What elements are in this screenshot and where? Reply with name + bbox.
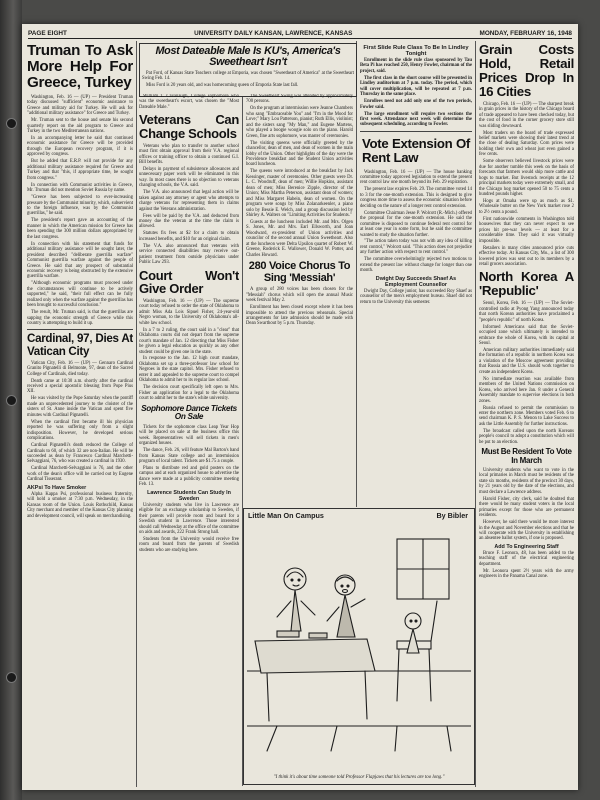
article-paragraph: The Sweetheart Swing was attended by approximately 700 persons. xyxy=(246,94,353,105)
column-3 xyxy=(246,94,353,504)
article-paragraph: In a 7 to 2 ruling, the court said in a "clear" that Oklahoma courts did not depart from the supreme court's mandate of Jan. 12 directing that Miss Fisher be given a legal education as quickly as any other student could be given one in the state. xyxy=(139,327,239,355)
article-paragraph: Alpha Kappa Psi, professional business fraternity, will hold a smoker at 7:30 p.m. Wednesday, in the Kansas room of the Union. Louis Rothschild, Kansas City merchant and member of the Kansas City planning and development council, will speak on merchandising. xyxy=(27,491,133,519)
article-paragraph: Veterans who plan to transfer to another school must first obtain approval from their V.A. regional offices or training officer to obtain a continued G.I. Bill benefits. xyxy=(139,143,239,165)
article-paragraph: Pat Ford, of Kansas State Teachers college at Emporia, was chosen "Sweetheart of America" at the Sweetheart Swing Feb. 14. xyxy=(142,70,354,82)
article-paragraph: Committee Chairman Jesse P. Wolcott (R.-Mich.) offered the proposal for the one-month extension. He said the committee is disposed to continue federal rent control for at least one year in some form, but he said the committee wanted to study the situation further. xyxy=(360,210,472,238)
headline-grain-costs: Grain Costs Hold, Retail Prices Drop In 16 Cities xyxy=(479,43,574,99)
article-paragraph: Death came at 10:30 a.m. shortly after the cardinal received a special apostolic blessing from Pope Pius XII. xyxy=(27,378,133,395)
article-paragraph: Chicago, Feb. 16 — (UP) — The sharpest break in grain prices in the history of the Chicago board of trade appeared to have been checked today, but the cost of food in the corner grocery store still was sliding downward. xyxy=(479,101,574,129)
headline-truman: Truman To Ask More Help For Greece, Turkey xyxy=(27,43,133,91)
cartoon-caption: "I think it's about time someone told Professor Flapjaws that his lectures are too long." xyxy=(273,775,445,780)
article-paragraph: The V.A. also announced that veterans with service connected disabilities may receive out-patient treatment from outside physicians under Public Law 293. xyxy=(139,243,239,266)
article-paragraph: Harold Fisher, city clerk, said he doubted that there would be many student voters in the local primaries except for those who are permanent residents. xyxy=(479,496,574,519)
article-paragraph: Cardinal Marchetti-Selvaggiani is 76, and the other work of the dean's office will be carried out by Eugene Cardinal Tisserant. xyxy=(27,466,133,483)
headline-akpsi: AKPsi To Have Smoker xyxy=(27,484,87,491)
article-paragraph: Fees will be paid by the V.A. and deducted from money due the veteran at the time the claim is allowed. xyxy=(139,213,239,230)
cartoon-artist: By Bibler xyxy=(436,511,468,520)
headline-rent-law: Vote Extension Of Rent Law xyxy=(362,135,470,165)
article-paragraph: Students from the University would receive free room and board from the parents of Swedish students who are studying here. xyxy=(139,537,239,553)
headline-sophomore-dance: Sophomore Dance Tickets On Sale xyxy=(141,403,237,422)
article-paragraph: The queens were introduced at the breakfast by Jack Kessinger, master of ceremonies. Other guests were Dr. L. C. Woodruff, dean of men; Willie Hopkins, assistant dean of men; Miss Berenice Zipple, director of the Union; Miss Martha Peterson, assistant dean of women; and Miss Margaret Habein, dean of women. On the program were songs by Miss Zolanarkeenler, a piano solo by Bessie E. Welch, and a group discussion led by Shirley A. Walters on "Limiting Activities for Students." xyxy=(246,169,353,219)
headline-slide-rule: First Slide Rule Class To Be In Lindley Tonight xyxy=(363,45,469,57)
article-paragraph: However, he said there would be more interest in the August and November elections and that he will cooperate with the University in establishing an absentee ballot system, if one is proposed. xyxy=(479,520,574,542)
newspaper-page xyxy=(22,24,578,790)
headline-dateable-male: Most Dateable Male Is KU's, America's Sweetheart Isn't xyxy=(155,45,341,69)
article-paragraph: Informed Americans said that the Soviet-occupied zone which ultimately is intended to embrace the whole of Korea, with its capital at Seoul. xyxy=(479,324,574,347)
headline-resident-vote: Must Be Resident To Vote In March xyxy=(481,447,572,465)
issue-date: MONDAY, FEBRUARY 16, 1948 xyxy=(479,30,572,37)
article-paragraph: Mr. Truman sent to the house and senate his second quarterly report on the aid program to Greece and Turkey in the two Mediterranean nations. xyxy=(27,118,133,135)
article-paragraph: Enrollment has been closed except where it has been impossible to attend the previous rehearsals. Special arrangements for late admission should be made with Dean Swarthout by 5 p.m. Thursday. xyxy=(246,305,353,327)
article-paragraph: Mr. Leonora spent 2½ years with the army engineers in the Panama Canal zone. xyxy=(479,568,574,580)
article-paragraph: "Greece has been subjected to ever-increasing pressure by the Communist minority, which, subservient to the foreign influence, was by the Communist guerrillas," he said. xyxy=(27,195,133,217)
article-paragraph: Dwight Day, College junior, has succeeded Roy Shaef as counsellor of the men's employment bureau. Shaef did not return to the University this semester. xyxy=(360,288,472,305)
article-paragraph: First nationwide comments in Washington told housewives that they can never expect to see prices hit pre-war levels — at least for a considerable time. They said it was virtually impossible. xyxy=(479,216,574,244)
article-paragraph: The visiting queens were officially greeted by the chancellor, dean of men, and dean of women in the main lobby of the Union. Other highlights of the day were the Providence breakfast and the Student Union activities board luncheon. xyxy=(246,140,353,168)
article-paragraph: The present law expires Feb. 29. The committee voted 14 to 3 for the one-month extension. This is designed to give congress more time to assess the economic situation before deciding on the nature of a longer rent control extension. xyxy=(360,187,472,209)
article-paragraph: No immediate reaction was available from members of the United Nations commission on Korea, who arrived here Jan. 8 under a General Assembly mandate to supervise elections in both zones. xyxy=(479,376,574,404)
article-paragraph: Washington, Feb. 16 — (UP) — President Truman today discussed "sufficient" economic assistance to Greece and military aid for Turkey. He will ask for "additional military assistance" for Greece and Turkey. xyxy=(27,94,133,117)
article-paragraph: Delays in payment of subsistence allowances and unnecessary paper work will be eliminated in this way. In most cases there is no objection to veterans changing schools, the V.A. said. xyxy=(139,166,239,189)
article-paragraph: Plans to distribute red and gold posters on the campus and at each organized house to advertise the dance were made at a publicity committee meeting Feb. 13. xyxy=(139,465,239,488)
article-paragraph: Tickets for the sophomore class Leap Year Hop will be placed on sale at the business office this week. Representatives will sell tickets in men's organized houses. xyxy=(139,424,239,447)
binder-hole xyxy=(6,395,17,406)
article-paragraph: The large enrollment will require two sections the first week. Attendance next week will determine the subsequent scheduling, according to Fowler. xyxy=(360,111,472,128)
binder-hole xyxy=(6,118,17,129)
article-paragraph: A group of 280 voices has been chosen for the "Messiah" chorus which will open the annual Music week festival May 2. xyxy=(246,287,353,304)
headline-north-korea: North Korea A 'Republic' xyxy=(479,269,574,299)
article-paragraph: University students who want to vote in the local primaries in March must be residents of the state six months, residents of the precinct 30 days, by 21 years old by the date of the elections, and must declare a Lawrence address. xyxy=(479,467,574,495)
article-paragraph: When the cardinal first became ill his physician reported he was suffering only from a slight indisposition. However, he developed serious complications. xyxy=(27,419,133,442)
article-paragraph: The result, Mr. Truman said, is that the guerrillas are sapping the economic strength of Greece while this country is attempting to build it up. xyxy=(27,310,133,327)
article-paragraph: In response to the Jan. 12 high court mandate, Oklahoma set up a three-professor law school for Negroes in the state capitol. Mrs. Fisher refused to enter it and appealed to the supreme court to compel Oklahoma to admit her to its regular law school. xyxy=(139,356,239,384)
article-paragraph: University students who live in Lawrence are eligible for an exchange scholarship to Sweden, if their parents will provide room and board for a Swedish student in Lawrence. Those interested should call Wednesday at the office of the committee on aids and awards, 222 Frank Strong hall. xyxy=(139,502,239,536)
article-paragraph: Most traders on the board of trade expressed belief markets were showing their latest trend at the close of dealing Saturday. Corn prices were holding their own and wheat just even gained a few cents. xyxy=(479,130,574,158)
article-paragraph: Russia refused to permit the commission to enter the northern zone. Members voted Feb. 6 to send chairman K. P. S. Menon to Lake Success to ask the Little Assembly for further instructions. xyxy=(479,405,574,427)
article-paragraph: Hogs at Omaha were up as much as $1. Wholesale butter on the New York market rose 2 to 2½ cents a pound. xyxy=(479,199,574,215)
column-5 xyxy=(479,43,574,785)
column-rule xyxy=(356,41,357,507)
column-2 xyxy=(139,94,239,785)
article-paragraph: The first class in the short course will be presented in Lindley auditorium at 7 p.m. today. The period, which will cover multiplication, will be repeated at 7 p.m. Thursday in the same place. xyxy=(360,75,472,98)
masthead xyxy=(28,27,572,39)
article-paragraph: He was visited by the Pope Saturday when the pontiff made an unprecedented journey to the cloister of the sisters of St. Anne inside the Vatican and spent five minutes with Cardinal Pignatelli. xyxy=(27,396,133,418)
dateable-male-box xyxy=(139,43,357,97)
article-paragraph: Retailers in many cities announced price cuts effective today. At Kansas City, Mo., a list of 300 lowered prices was sent out to its members by a retail grocers association. xyxy=(479,245,574,267)
article-paragraph: Washington, Feb. 16 — (UP) — The house banking committee today approved legislation to extend the present rent control law one month beyond its Feb. 29 expiration. xyxy=(360,169,472,186)
article-paragraph: In connection with Communist activities in Greece, Mr. Truman did not mention Soviet Russia by name. xyxy=(27,182,133,194)
article-paragraph: "Although economic programs must proceed under the circumstances will continue to be actively supported," he said, "their full effect can be fully realized only when the warfare against the guerrillas has been brought to successful conclusion." xyxy=(27,281,133,309)
cartoon-illustration xyxy=(247,521,471,753)
article-paragraph: Enrollment in the slide rule class sponsored by Tau Beta Pi has reached 250, Henry Fowler, chairman of the project, said. xyxy=(360,58,472,74)
article-paragraph: Some observers believed livestock prices were due for another tumble this week on the basis of forecasts that farmers would ship more cattle and hogs to market. But livestock receipts at the 12 principal markets today were extremely small, and the Chicago hog market opened 50 to 75 cents a hundred pounds higher. xyxy=(479,159,574,198)
article-paragraph: Bruce F. Leonora, 48, has been added to the teaching staff of the electrical engineering department. xyxy=(479,550,574,567)
cartoon-title: Little Man On Campus xyxy=(248,511,324,520)
column-1 xyxy=(27,43,133,785)
article-paragraph: "The action taken today was not with any idea of killing rent control," Wolcott said. "This action does not prejudice any further action with respect to rent control." xyxy=(360,239,472,256)
headline-veterans: Veterans Can Change Schools xyxy=(139,112,239,141)
headline-messiah: 280 Voice Chorus To Sing 'Messiah' xyxy=(248,260,351,284)
article-divider xyxy=(360,131,472,132)
article-paragraph: But he added that E.R.P. will not provide for any additional military assistance required for Greece and Turkey and that "this, if appropriate time, be sought from congress." xyxy=(27,159,133,181)
article-paragraph: Guests at the luncheon included Mr. and Mrs. Olgen S. Jones, Mr. and Mrs. Earl Ellsworth, and Joan Woodward, ex-president of Union activities and councilor of the second annual Union Sweetheart. Also at the luncheon were Delta Upsilon quartet of Robert W. Greene, Roderick E. Wallower, Donald W. Potter, and Charles Howard. xyxy=(246,219,353,258)
article-paragraph: Miss Ford is 20 years old, and was homecoming queen of Emporia State last fall. xyxy=(146,83,299,89)
article-paragraph: The V.A. also announced that legal action will be taken against any attorney or agent who attempts to charge veterans for representing them in claims against the Veterans administration. xyxy=(139,190,239,212)
column-rule xyxy=(136,41,137,787)
article-paragraph: Statutes fix fees at $2 for a claim to obtain increased benefits, and $10 for an original claim. xyxy=(139,231,239,242)
article-paragraph: The broadcast called upon the north Koreans people's council to adopt a constitution which will be put to an election. xyxy=(479,428,574,445)
article-paragraph: In connection with his statement that funds for additional military assistance will be sought later, the president described "deliberate guerrilla warfare" Communist guerrilla warfare against the people of Greece. He said that any prospect of substantial economic recovery is being obstructed by the extensive guerrilla warfare. xyxy=(27,241,133,280)
headline-court: Court Won't Give Order xyxy=(139,267,239,297)
cartoon-panel xyxy=(243,508,475,785)
binder-edge xyxy=(0,0,22,800)
article-paragraph: The president's report gave an accounting of the manner in which the American mission for Greece has been spending the 300 million dollars appropriated by the last congress. xyxy=(27,218,133,240)
article-paragraph: The committee overwhelmingly rejected two motions to extend the present law without change for longer than one month. xyxy=(360,257,472,274)
column-4 xyxy=(360,43,472,505)
article-paragraph: Cardinal Pignatelli's death reduced the College of Cardinals to 60, of which 32 are non-Italian. He will be succeeded as dean by Francesco Cardinal Marchetti-Selvaggiani, 76, who was created a cardinal in 1930. xyxy=(27,443,133,465)
column-rule xyxy=(475,41,476,787)
page-number: PAGE EIGHT xyxy=(28,30,67,37)
article-paragraph: The dance, Feb. 26, will feature Mal Barton's band from Kansas State college and an intermission program of local talent. Tickets are $1.75 a couple. xyxy=(139,448,239,465)
article-paragraph: Vatican City, Feb. 16 — (UP) — Gennaro Cardinal Granito Pignatelli di Belmonte, 97, dean of the Sacred College of Cardinals, died today. xyxy=(27,360,133,377)
binder-hole xyxy=(6,672,17,683)
article-paragraph: Seoul, Korea, Feb. 16 — (UP) — The Soviet-controlled radio at Pyong Yang announced today that north Korean authorities have proclaimed a "people's republic" of north Korea. xyxy=(479,301,574,323)
headline-cardinal: Cardinal, 97, Dies At Vatican City xyxy=(27,332,133,358)
article-paragraph: William T. Cavanaugh, College sophomore who was the sweetheart's escort, was chosen the "Most Dateable Male." xyxy=(139,94,239,110)
article-paragraph: Washington, Feb. 16 — (UP) — The supreme court today refused to order the state of Oklahoma to admit Miss Ada Lois Sipuel Fisher, 24-year-old Negro woman, to the University of Oklahoma's all-white law school. xyxy=(139,298,239,326)
article-paragraph: The decision court specifically left open to Mrs. Fisher an application for a legal to the Oklahoma court to admit her to the state's white university. xyxy=(139,385,239,402)
paper-name: UNIVERSITY DAILY KANSAN, LAWRENCE, KANSAS xyxy=(194,30,353,37)
article-paragraph: On the program at intermission were Jeanne Chambers who sang "Embraceable You" and "I'm in the Mood for Love;" Mary Lou Patterson, pianist; Ruth Ellis, violinist; and the sisters sang "My Man," and Eugene Martens, who played a boogie woogie solo on the piano. Harold Green, fine arts sophomore, was master of ceremonies. xyxy=(246,106,353,139)
headline-engineering: Add To Engineering Staff xyxy=(494,543,559,550)
article-paragraph: American military authorities immediately said the formation of a republic in northern Korea was a violation of the Moscow agreement providing that Russia and the U.S. should work together to create an independent Korea. xyxy=(479,347,574,375)
headline-dwight-day: Dwight Day Succeeds Shaef As Employment Counsellor xyxy=(375,275,457,288)
article-paragraph: Enrollees need not add only one of the two periods, Fowler said. xyxy=(360,99,472,110)
headline-sweden: Lawrence Students Can Study In Sweden xyxy=(147,489,231,502)
article-divider xyxy=(27,329,133,330)
article-paragraph: In an accompanying letter he said that continued economic assistance for Greece will be provided through the European recovery program, if it is approved by congress. xyxy=(27,136,133,158)
